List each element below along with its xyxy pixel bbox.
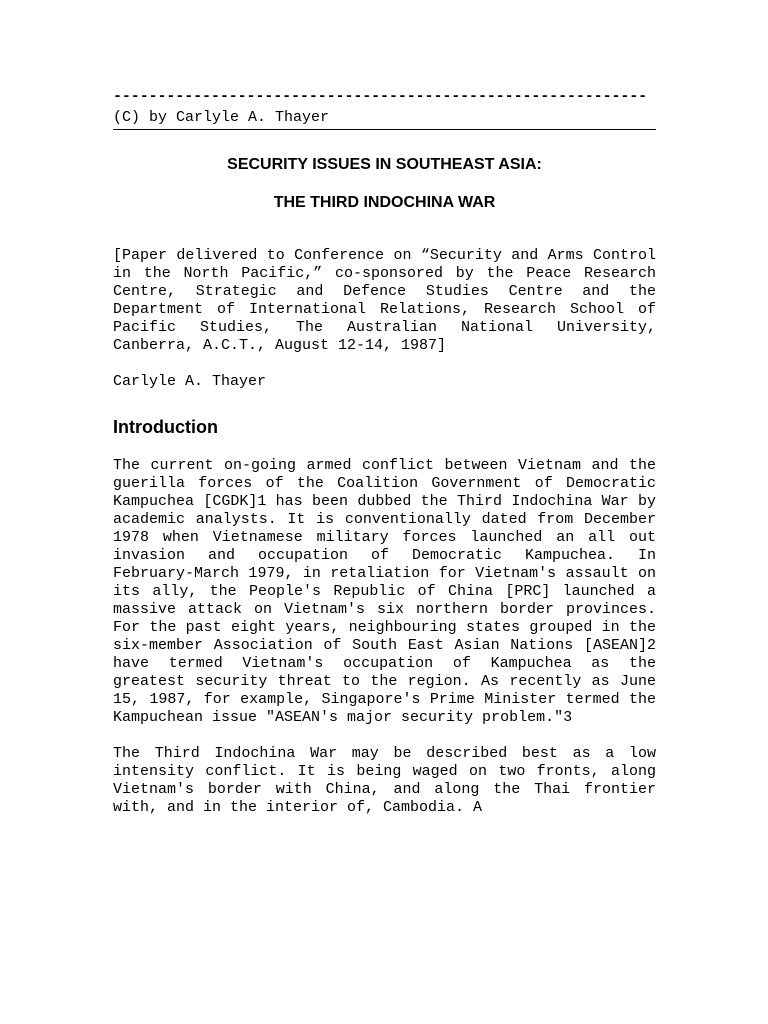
section-heading: Introduction — [113, 417, 218, 437]
document-title: SECURITY ISSUES IN SOUTHEAST ASIA: — [227, 156, 542, 173]
document-page — [113, 88, 656, 817]
body-paragraph: The current on-going armed conflict between Vietnam and the guerilla forces of the Coalition Government of Democratic Kampuchea [CGDK]1 has been dubbed the Third Indochina War by academic analysts. It is conventionally dated from December 1978 when Vietnamese military forces launched an all out invasion and occupation of Democratic Kampuchea. In February-March 1979, in retaliation for Vietnam's assault on its ally, the People's Republic of China [PRC] launched a massive attack on Vietnam's six northern border provinces. For the past eight years, neighbouring states grouped in the six-member Association of South East Asian Nations [ASEAN]2 have termed Vietnam's occupation of Kampuchea as the greatest security threat to the region. As recently as June 15, 1987, for example, Singapore's Prime Minister termed the Kampuchean issue "ASEAN's major security problem."3 — [113, 457, 656, 726]
author-name: Carlyle A. Thayer — [113, 373, 267, 390]
conference-note: [Paper delivered to Conference on “Security and Arms Control in the North Pacific,” co-sponsored by the Peace Research Centre, Strategic and Defence Studies Centre and the Department of International Relations, Research School of Pacific Studies, The Australian National University, Canberra, A.C.T., August 12-14, 1987] — [113, 247, 656, 354]
copyright-line: (C) by Carlyle A. Thayer — [113, 109, 656, 130]
header-rule: ------------------------------------------------------------ — [113, 88, 648, 105]
body-paragraph: The Third Indochina War may be described best as a low intensity conflict. It is being waged on two fronts, along Vietnam's border with China, and along the Thai frontier with, and in the interior of, Cambodia. A — [113, 745, 656, 816]
document-subtitle: THE THIRD INDOCHINA WAR — [273, 194, 496, 211]
